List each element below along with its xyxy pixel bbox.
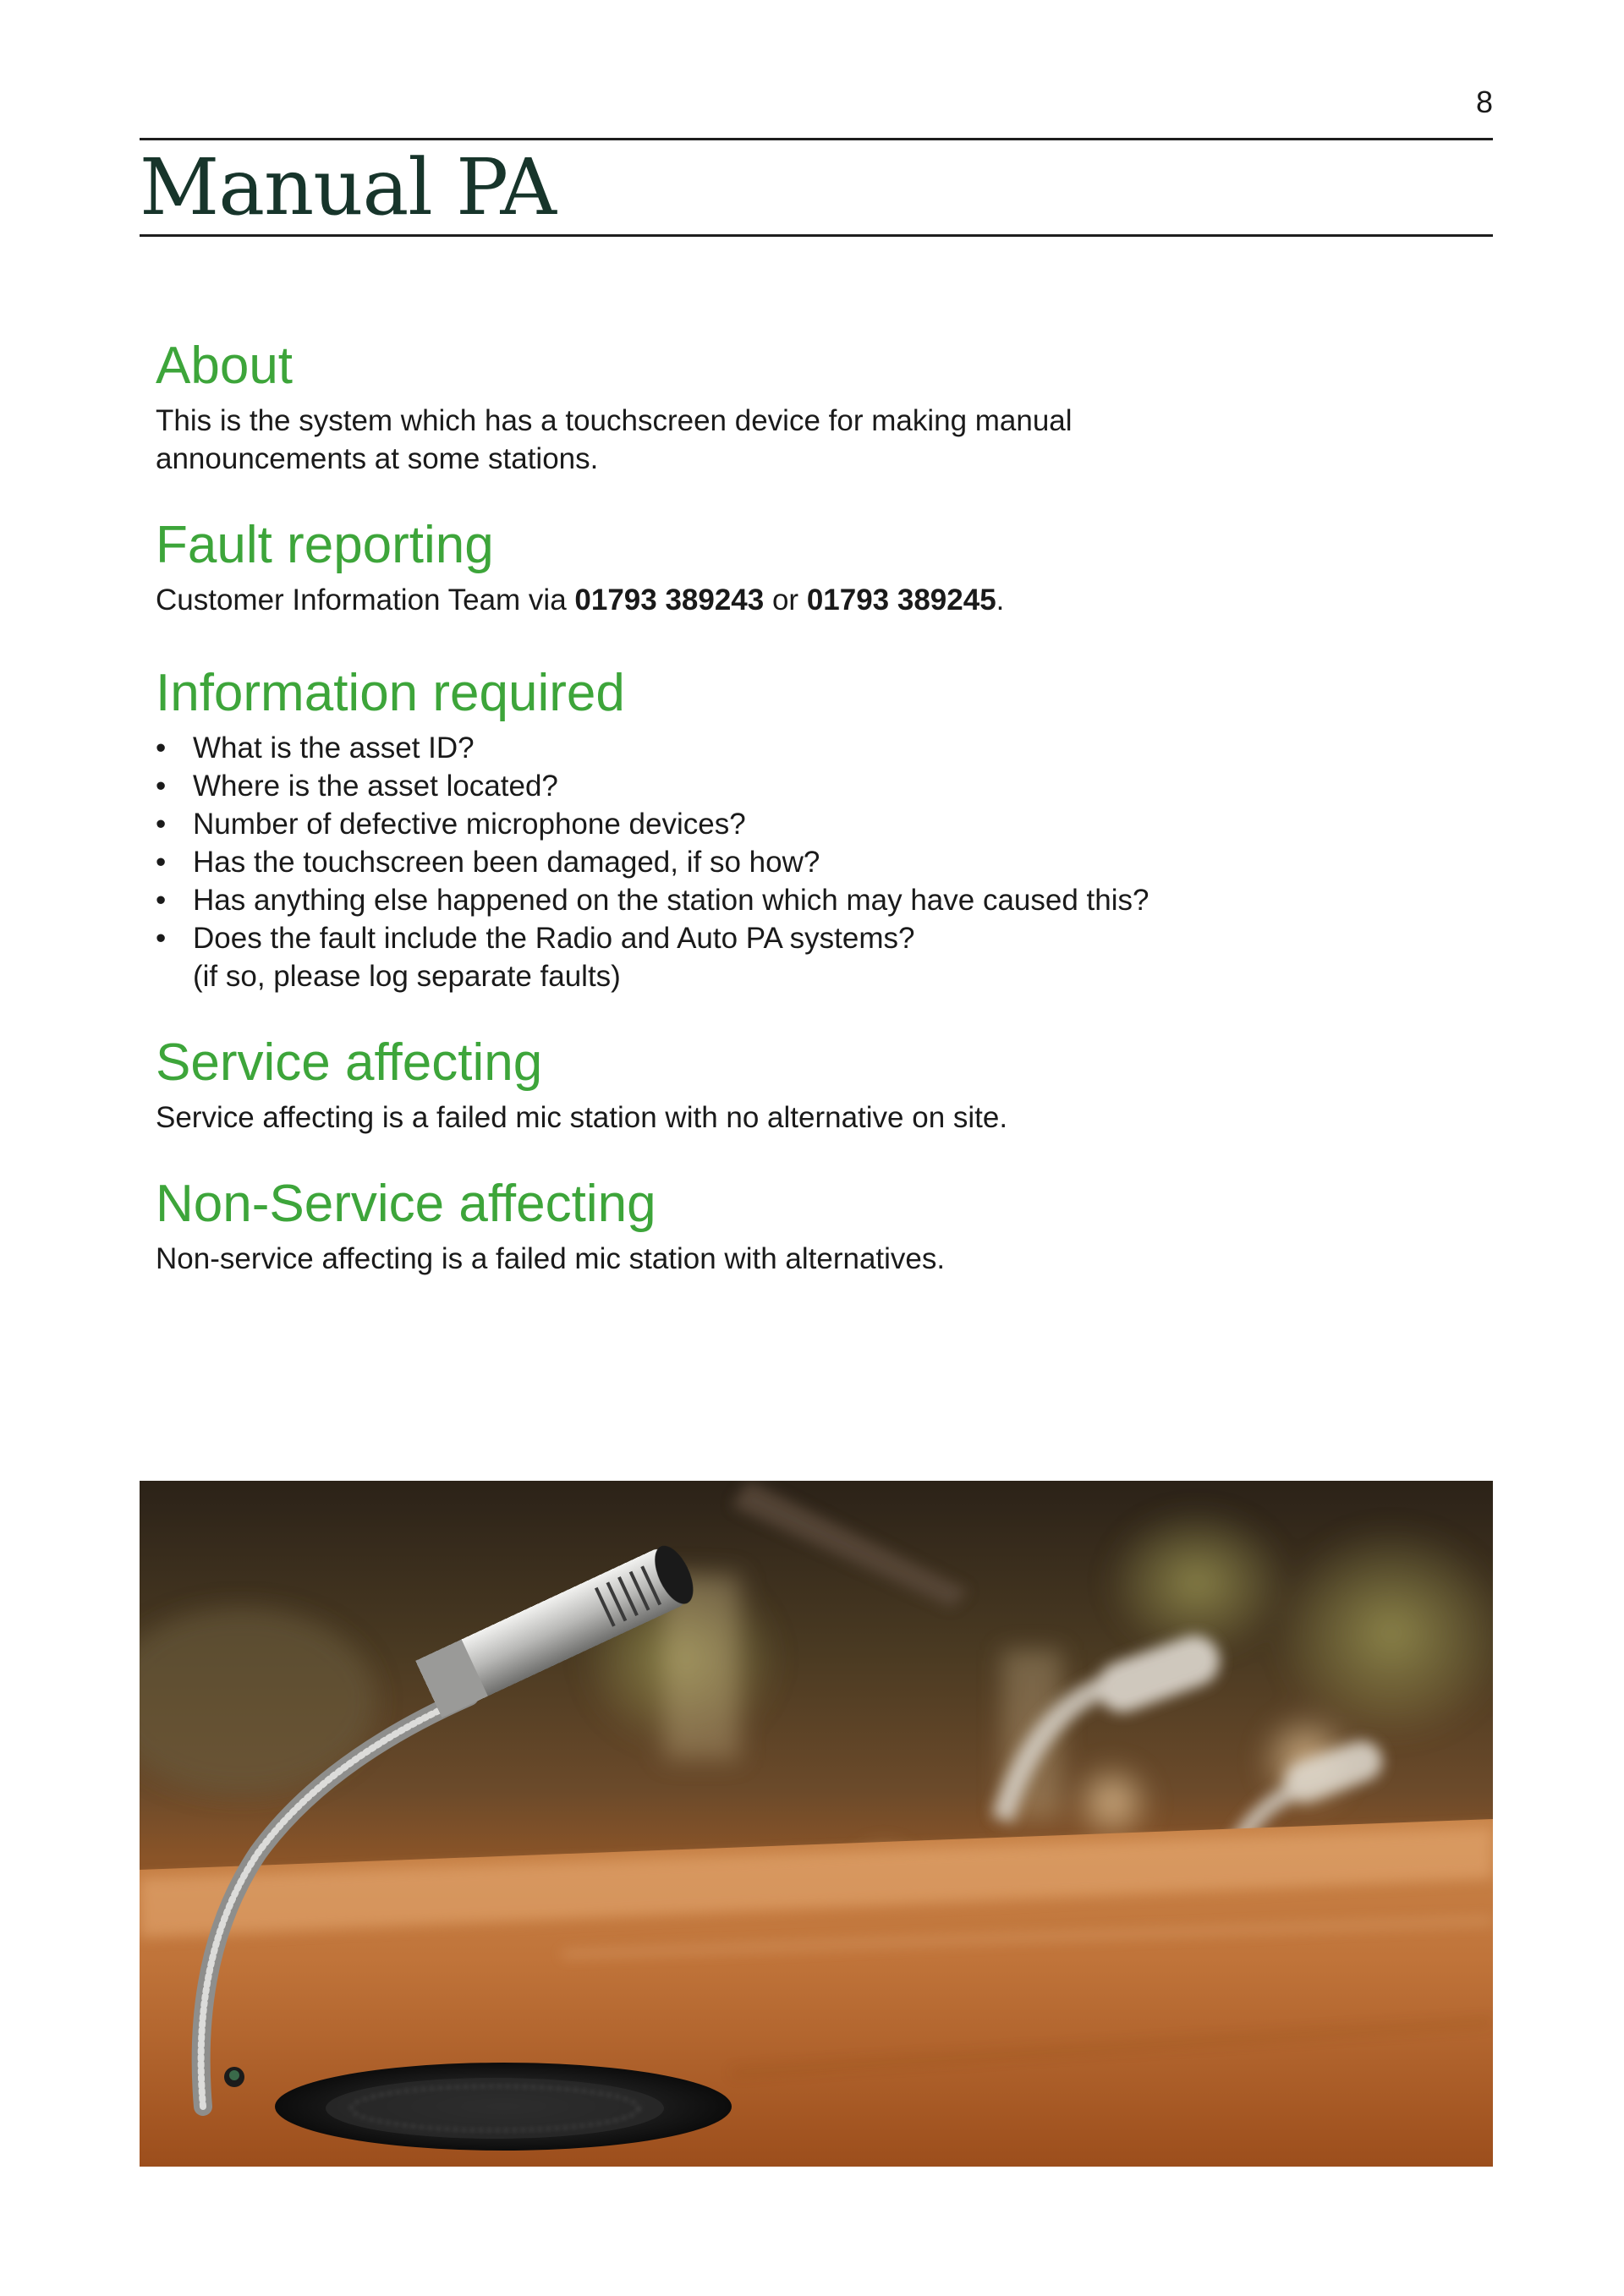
about-text: This is the system which has a touchscreen device for making manual announcements at some stations. xyxy=(156,404,1073,475)
fault-reporting-suffix: . xyxy=(996,584,1005,616)
list-item xyxy=(156,729,1357,767)
fault-reporting-heading: Fault reporting xyxy=(156,516,494,574)
service-affecting-heading: Service affecting xyxy=(156,1033,543,1092)
section-fault-reporting xyxy=(156,513,1357,619)
list-item xyxy=(156,881,1357,919)
non-service-affecting-text: Non-service affecting is a failed mic station with alternatives. xyxy=(156,1242,946,1275)
bullet-icon: • xyxy=(156,884,167,917)
fault-reporting-text xyxy=(156,581,1357,619)
information-required-heading: Information required xyxy=(156,664,625,722)
microphone-photo xyxy=(140,1481,1493,2167)
bullet-icon: • xyxy=(156,846,167,879)
title-rule-bottom xyxy=(140,234,1493,237)
list-item-note: (if so, please log separate faults) xyxy=(193,960,621,993)
non-service-affecting-heading: Non-Service affecting xyxy=(156,1175,656,1233)
section-information-required xyxy=(156,661,1357,995)
bullet-icon: • xyxy=(156,808,167,841)
content xyxy=(156,334,1357,1320)
title-rule-top xyxy=(140,138,1493,140)
list-item xyxy=(156,767,1357,805)
phone-number-1: 01793 389243 xyxy=(574,584,765,616)
page-title: Manual PA xyxy=(140,142,556,233)
list-item xyxy=(156,919,1357,995)
list-item-text: Where is the asset located? xyxy=(193,770,558,803)
fault-reporting-middle: or xyxy=(764,584,807,616)
page-number: 8 xyxy=(1475,85,1493,119)
information-required-list xyxy=(156,729,1357,995)
section-service-affecting xyxy=(156,1031,1357,1137)
section-about xyxy=(156,334,1357,478)
section-non-service-affecting xyxy=(156,1172,1357,1278)
service-affecting-text: Service affecting is a failed mic station with no alternative on site. xyxy=(156,1101,1008,1134)
list-item-text: Number of defective microphone devices? xyxy=(193,808,746,841)
list-item-text: Has anything else happened on the station which may have caused this? xyxy=(193,884,1149,917)
bullet-icon: • xyxy=(156,770,167,803)
list-item xyxy=(156,805,1357,843)
bullet-icon: • xyxy=(156,922,167,955)
fault-reporting-prefix: Customer Information Team via xyxy=(156,584,575,616)
list-item-text: Has the touchscreen been damaged, if so how? xyxy=(193,846,820,879)
list-item-text: What is the asset ID? xyxy=(193,732,475,764)
about-heading: About xyxy=(156,337,294,395)
list-item xyxy=(156,843,1357,881)
list-item-text: Does the fault include the Radio and Auto PA systems? xyxy=(193,922,915,955)
phone-number-2: 01793 389245 xyxy=(806,584,996,616)
bullet-icon: • xyxy=(156,732,167,764)
